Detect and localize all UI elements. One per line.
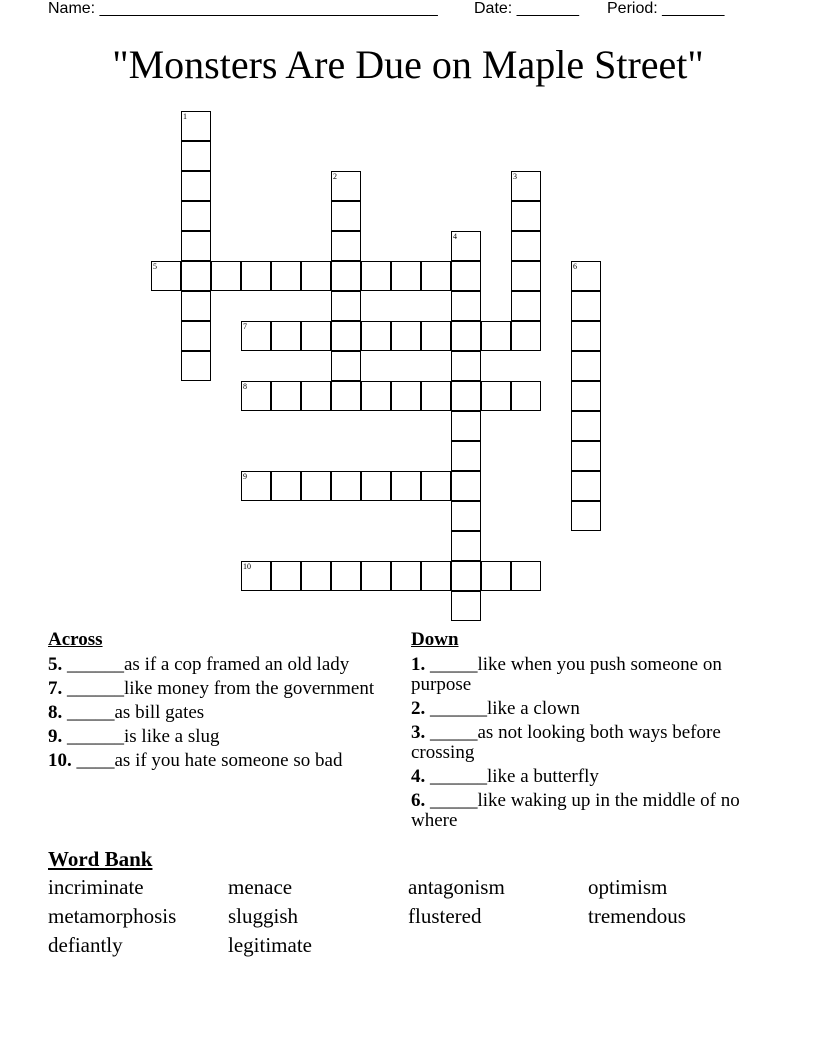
clue-item: 10. ____as if you hate someone so bad [48,750,343,771]
clue-number: 1 [183,112,187,121]
word-bank-item: metamorphosis [48,904,177,928]
word-bank-heading: Word Bank [48,847,153,871]
crossword-cell[interactable] [511,381,541,411]
word-bank-item: defiantly [48,933,123,957]
crossword-cell[interactable] [391,321,421,351]
clue-number: 9 [243,472,247,481]
crossword-cell[interactable] [241,471,271,501]
word-bank-item: menace [228,875,293,899]
clue-number: 2 [333,172,337,181]
crossword-cell[interactable] [451,291,481,321]
crossword-cell[interactable] [181,321,211,351]
crossword-cell[interactable] [511,291,541,321]
clue-item: 1. _____like when you push someone on purpose [411,654,722,695]
across-heading: Across [48,629,103,650]
crossword-cell[interactable] [301,321,331,351]
crossword-cell[interactable] [361,321,391,351]
crossword-cell[interactable] [421,261,451,291]
period-field: Period: _______ [607,0,725,17]
crossword-cell[interactable] [511,201,541,231]
across-clues [48,630,388,775]
clue-number: 5 [153,262,157,271]
crossword-cell[interactable] [451,381,481,411]
crossword-cell[interactable] [271,321,301,351]
word-bank-item: tremendous [588,904,686,928]
clue-item: 9. ______is like a slug [48,726,220,747]
crossword-cell[interactable] [181,171,211,201]
crossword-cell[interactable] [571,411,601,441]
crossword-cell[interactable] [331,261,361,291]
crossword-cell[interactable] [391,561,421,591]
crossword-cell[interactable] [331,321,361,351]
crossword-cell[interactable] [481,321,511,351]
crossword-cell[interactable] [331,351,361,381]
crossword-cell[interactable] [451,261,481,291]
crossword-cell[interactable] [211,261,241,291]
crossword-cell[interactable] [361,561,391,591]
down-heading: Down [411,629,459,650]
crossword-cell[interactable] [571,351,601,381]
crossword-cell[interactable] [181,351,211,381]
crossword-cell[interactable] [451,471,481,501]
crossword-cell[interactable] [511,561,541,591]
crossword-cell[interactable] [511,231,541,261]
crossword-cell[interactable] [181,201,211,231]
word-bank-item: optimism [588,875,668,899]
clue-item: 3. _____as not looking both ways before crossing [411,722,721,763]
crossword-cell[interactable] [151,261,181,291]
crossword-cell[interactable] [361,381,391,411]
crossword-cell[interactable] [361,471,391,501]
crossword-cell[interactable] [511,171,541,201]
clue-number: 7 [243,322,247,331]
crossword-cell[interactable] [451,531,481,561]
clue-number: 3 [513,172,517,181]
crossword-cell[interactable] [451,321,481,351]
crossword-cell[interactable] [571,381,601,411]
crossword-cell[interactable] [331,291,361,321]
clue-number: 4 [453,232,457,241]
crossword-cell[interactable] [451,351,481,381]
clue-number: 8 [243,382,247,391]
crossword-cell[interactable] [421,381,451,411]
clue-item: 2. ______like a clown [411,698,580,719]
crossword-cell[interactable] [571,471,601,501]
crossword-cell[interactable] [301,381,331,411]
crossword-cell[interactable] [571,261,601,291]
crossword-cell[interactable] [571,291,601,321]
crossword-cell[interactable] [391,471,421,501]
clue-item: 8. _____as bill gates [48,702,205,723]
crossword-cell[interactable] [571,441,601,471]
crossword-cell[interactable] [451,591,481,621]
crossword-cell[interactable] [331,471,361,501]
clue-item: 4. ______like a butterfly [411,766,599,787]
crossword-cell[interactable] [181,261,211,291]
clue-item: 6. _____like waking up in the middle of no where [411,790,740,831]
crossword-cell[interactable] [271,561,301,591]
crossword-cell[interactable] [241,561,271,591]
crossword-cell[interactable] [571,501,601,531]
crossword-cell[interactable] [331,201,361,231]
crossword-cell[interactable] [511,261,541,291]
word-bank-item: sluggish [228,904,299,928]
crossword-cell[interactable] [241,381,271,411]
crossword-cell[interactable] [331,561,361,591]
word-bank [48,876,768,957]
word-bank-item: incriminate [48,875,144,899]
crossword-cell[interactable] [301,561,331,591]
name-field: Name: ______________________________________ [48,0,438,17]
clue-number: 10 [243,562,251,571]
clue-item: 5. ______as if a cop framed an old lady [48,654,350,675]
crossword-cell[interactable] [241,261,271,291]
crossword-cell[interactable] [331,231,361,261]
crossword-cell[interactable] [271,261,301,291]
crossword-cell[interactable] [331,381,361,411]
clue-number: 6 [573,262,577,271]
crossword-cell[interactable] [301,261,331,291]
crossword-cell[interactable] [421,471,451,501]
clue-item: 7. ______like money from the government [48,678,375,699]
crossword-cell[interactable] [361,261,391,291]
crossword-cell[interactable] [451,561,481,591]
crossword-cell[interactable] [571,321,601,351]
crossword-cell[interactable] [301,471,331,501]
crossword-cell[interactable] [181,291,211,321]
crossword-cell[interactable] [451,441,481,471]
word-bank-item: antagonism [408,875,505,899]
crossword-cell[interactable] [481,561,511,591]
date-field: Date: _______ [474,0,579,17]
word-bank-item: flustered [408,904,482,928]
down-clues [411,630,761,835]
crossword-cell[interactable] [511,321,541,351]
crossword-cell[interactable] [421,321,451,351]
page-title: "Monsters Are Due on Maple Street" [112,42,704,87]
crossword-cell[interactable] [421,561,451,591]
crossword-cell[interactable] [451,411,481,441]
crossword-cell[interactable] [271,381,301,411]
crossword-cell[interactable] [181,141,211,171]
crossword-cell[interactable] [271,471,301,501]
crossword-cell[interactable] [451,501,481,531]
crossword-cell[interactable] [481,381,511,411]
crossword-cell[interactable] [331,171,361,201]
crossword-cell[interactable] [181,231,211,261]
crossword-cell[interactable] [391,261,421,291]
crossword-cell[interactable] [181,111,211,141]
crossword-cell[interactable] [451,231,481,261]
crossword-cell[interactable] [391,381,421,411]
word-bank-item: legitimate [228,933,312,957]
crossword-cell[interactable] [241,321,271,351]
